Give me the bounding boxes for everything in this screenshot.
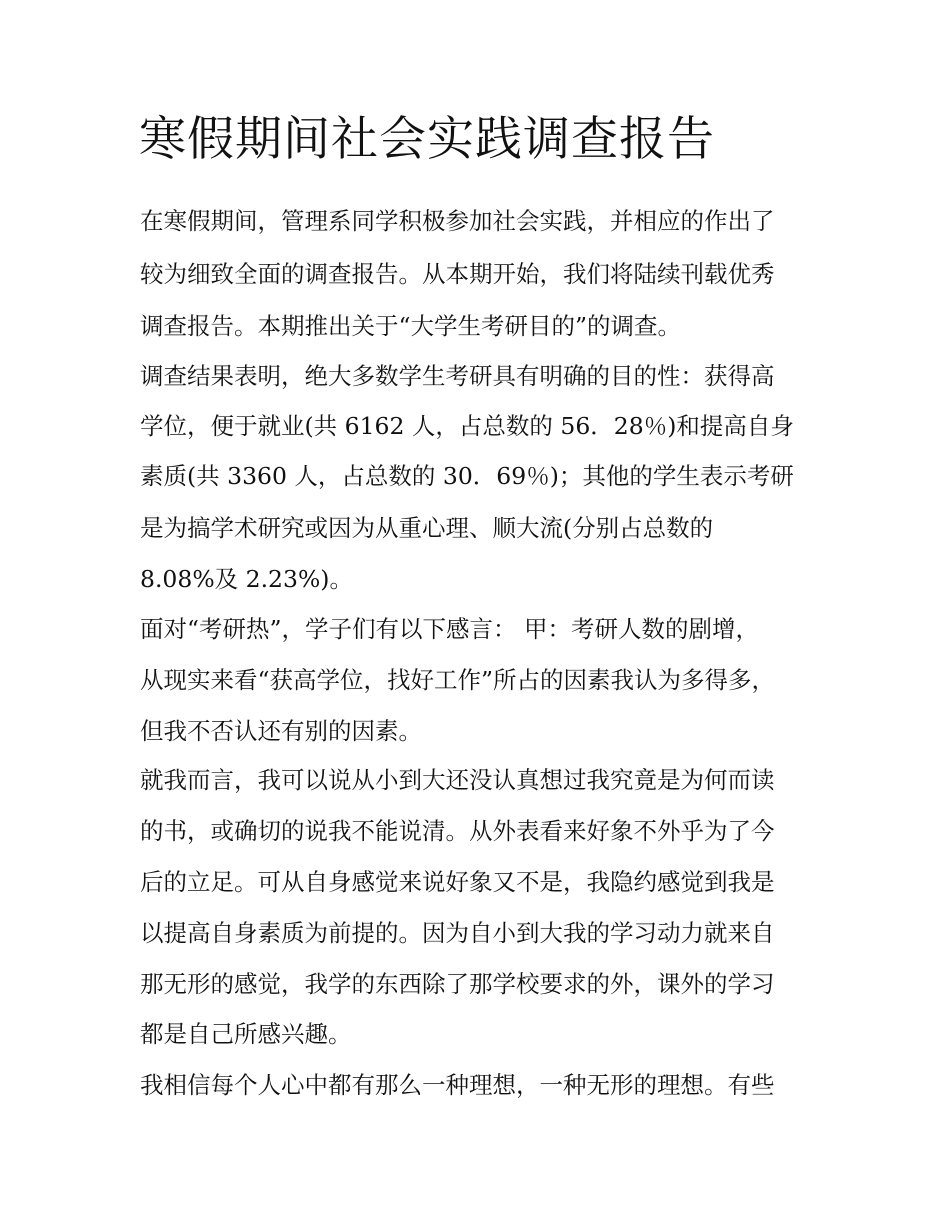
text-line: 素质(共 3360 人，占总数的 30．69％)；其他的学生表示考研 [140,462,794,490]
text-line: 都是自己所感兴趣。 [140,1020,352,1048]
text-line: 是为搞学术研究或因为从重心理、顺大流(分别占总数的 [140,514,714,542]
text-line: 后的立足。可从自身感觉来说好象又不是，我隐约感觉到我是 [140,868,775,896]
text-line: 以提高自身素质为前提的。因为自小到大我的学习动力就来自 [140,919,775,947]
text-line: 那无形的感觉，我学的东西除了那学校要求的外，课外的学习 [140,970,775,998]
text-line: 就我而言，我可以说从小到大还没认真想过我究竟是为何而读 [140,766,775,794]
text-line: 我相信每个人心中都有那么一种理想，一种无形的理想。有些 [140,1071,775,1099]
text-line: 学位，便于就业(共 6162 人，占总数的 56．28％)和提高自身 [140,412,794,440]
text-line: 较为细致全面的调查报告。从本期开始，我们将陆续刊载优秀 [140,260,775,288]
page-title: 寒假期间社会实践调查报告 [139,112,715,167]
text-line: 在寒假期间，管理系同学积极参加社会实践，并相应的作出了 [140,207,775,235]
text-line: 但我不否认还有别的因素。 [140,717,422,745]
text-line: 从现实来看“获高学位，找好工作”所占的因素我认为多得多， [140,666,776,694]
text-line: 8.08%及 2.23%)。 [140,565,353,593]
text-line: 的书，或确切的说我不能说清。从外表看来好象不外乎为了今 [140,817,775,845]
text-line: 调查结果表明，绝大多数学生考研具有明确的目的性：获得高 [140,362,775,390]
text-line: 面对“考研热”，学子们有以下感言： 甲：考研人数的剧增， [140,615,759,643]
text-line: 调查报告。本期推出关于“大学生考研目的”的调查。 [140,312,682,340]
